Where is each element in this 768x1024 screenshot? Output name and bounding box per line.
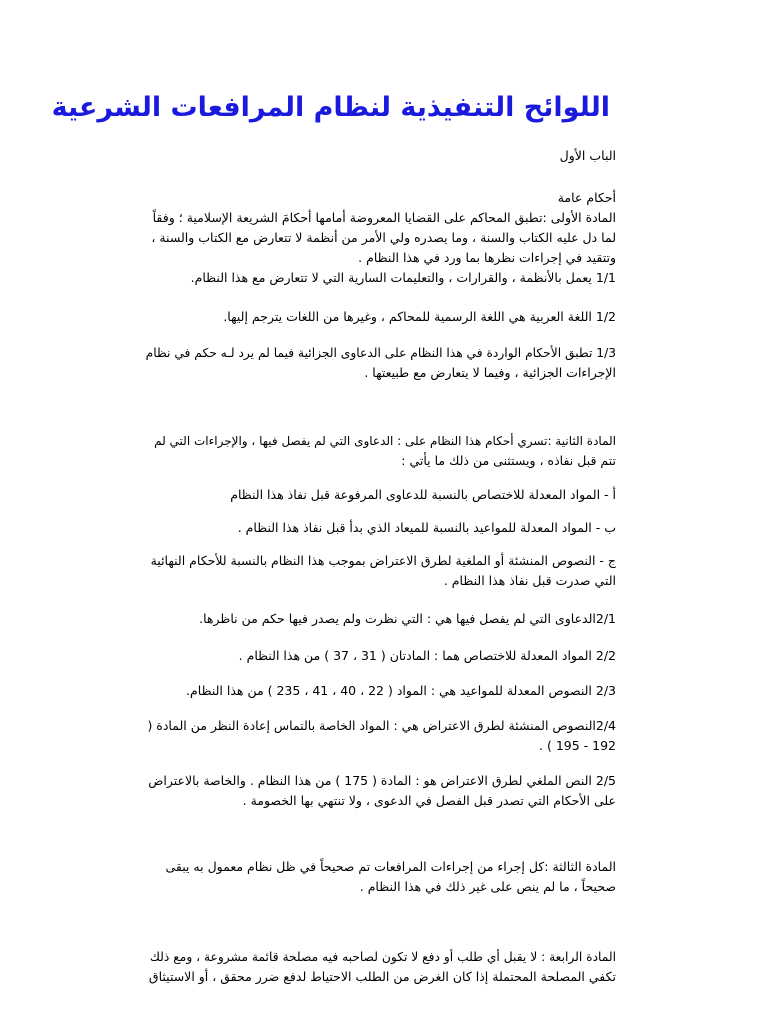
text-line: الباب الأول [559, 148, 616, 163]
text-line: على الأحكام التي تصدر قبل الفصل في الدعوى ، ولا تنتهي بها الخصومة . [242, 793, 616, 808]
paragraph [146, 431, 616, 471]
text-line: لما دل عليه الكتاب والسنة ، وما يصدره ولي الأمر من أنظمة لا تتعارض مع الكتاب والسنة ، [151, 230, 616, 245]
paragraph [146, 268, 616, 288]
paragraph [146, 771, 616, 811]
paragraph [146, 681, 616, 701]
text-line: 1/2 اللغة العربية هي اللغة الرسمية للمحاكم ، وغيرها من اللغات يترجم إليها. [223, 309, 616, 324]
text-line: المادة الثانية :تسري أحكام هذا النظام على : الدعاوى التي لم يفصل فيها ، والإجراءات التي لم [154, 434, 616, 448]
text-line: 1/1 يعمل بالأنظمة ، والقرارات ، والتعليمات السارية التي لا تتعارض مع هذا النظام. [190, 270, 616, 285]
text-line: 1/3 تطبق الأحكام الواردة في هذا النظام على الدعاوى الجزائية فيما لم يرد لـه حكم في نظام [146, 346, 616, 360]
text-line: 192 - 195 ) . [539, 738, 616, 753]
text-line: الإجراءات الجزائية ، وفيما لا يتعارض مع طبيعتها . [364, 365, 616, 380]
paragraph [146, 609, 616, 629]
text-line: تتم قبل نفاذه ، ويستثنى من ذلك ما يأتي : [401, 453, 616, 468]
text-line: 2/2 المواد المعدلة للاختصاص هما : المادتان ( 31 ، 37 ) من هذا النظام . [238, 648, 616, 663]
paragraph [146, 947, 616, 987]
text-line: ج - النصوص المنشئة أو الملغية لطرق الاعتراض بموجب هذا النظام بالنسبة للأحكام النهائية [150, 553, 616, 568]
paragraph [146, 343, 616, 383]
text-line: أحكام عامة [557, 190, 616, 205]
text-line: 2/4النصوص المنشئة لطرق الاعتراض هي : المواد الخاصة بالتماس إعادة النظر من المادة ( [147, 718, 616, 733]
paragraph [146, 551, 616, 591]
paragraph [146, 307, 616, 327]
text-line: المادة الرابعة : لا يقبل أي طلب أو دفع لا تكون لصاحبه فيه مصلحة قائمة مشروعة ، ومع ذلك [149, 950, 616, 964]
text-line: المادة الثالثة :كل إجراء من إجراءات المرافعات تم صحيحاً في ظل نظام معمول به يبقى [165, 859, 616, 874]
paragraph [146, 518, 616, 538]
paragraph [146, 485, 616, 505]
text-line: التي صدرت قبل نفاذ هذا النظام . [443, 573, 616, 588]
paragraph [146, 716, 616, 756]
document-title: اللوائح التنفيذية لنظام المرافعات الشرعية [51, 92, 610, 123]
paragraph [146, 146, 616, 166]
text-line: وتتقيد في إجراءات نظرها بما ورد في هذا النظام . [358, 250, 616, 265]
text-line: 2/3 النصوص المعدلة للمواعيد هي : المواد ( 22 ، 40 ، 41 ، 235 ) من هذا النظام. [186, 683, 616, 698]
text-line: 2/1الدعاوى التي لم يفصل فيها هي : التي نظرت ولم يصدر فيها حكم من ناظرها. [199, 611, 616, 626]
paragraph [146, 188, 616, 268]
text-line: صحيحاً ، ما لم ينص على غير ذلك في هذا النظام . [359, 879, 616, 894]
text-line: 2/5 النص الملغي لطرق الاعتراض هو : المادة ( 175 ) من هذا النظام . والخاصة بالاعتراض [148, 773, 616, 788]
text-line: ب - المواد المعدلة للمواعيد بالنسبة للميعاد الذي بدأ قبل نفاذ هذا النظام . [237, 520, 616, 535]
paragraph [146, 857, 616, 897]
paragraph [146, 646, 616, 666]
text-line: المادة الأولى :تطبق المحاكم على القضايا المعروضة أمامها أحكامَ الشريعة الإسلامية ؛ وفقاً [152, 210, 616, 225]
text-line: تكفي المصلحة المحتملة إذا كان الغرض من الطلب الاحتياط لدفع ضرر محقق ، أو الاستيثاق [148, 969, 616, 984]
text-line: أ - المواد المعدلة للاختصاص بالنسبة للدعاوى المرفوعة قبل نفاذ هذا النظام [230, 487, 616, 502]
